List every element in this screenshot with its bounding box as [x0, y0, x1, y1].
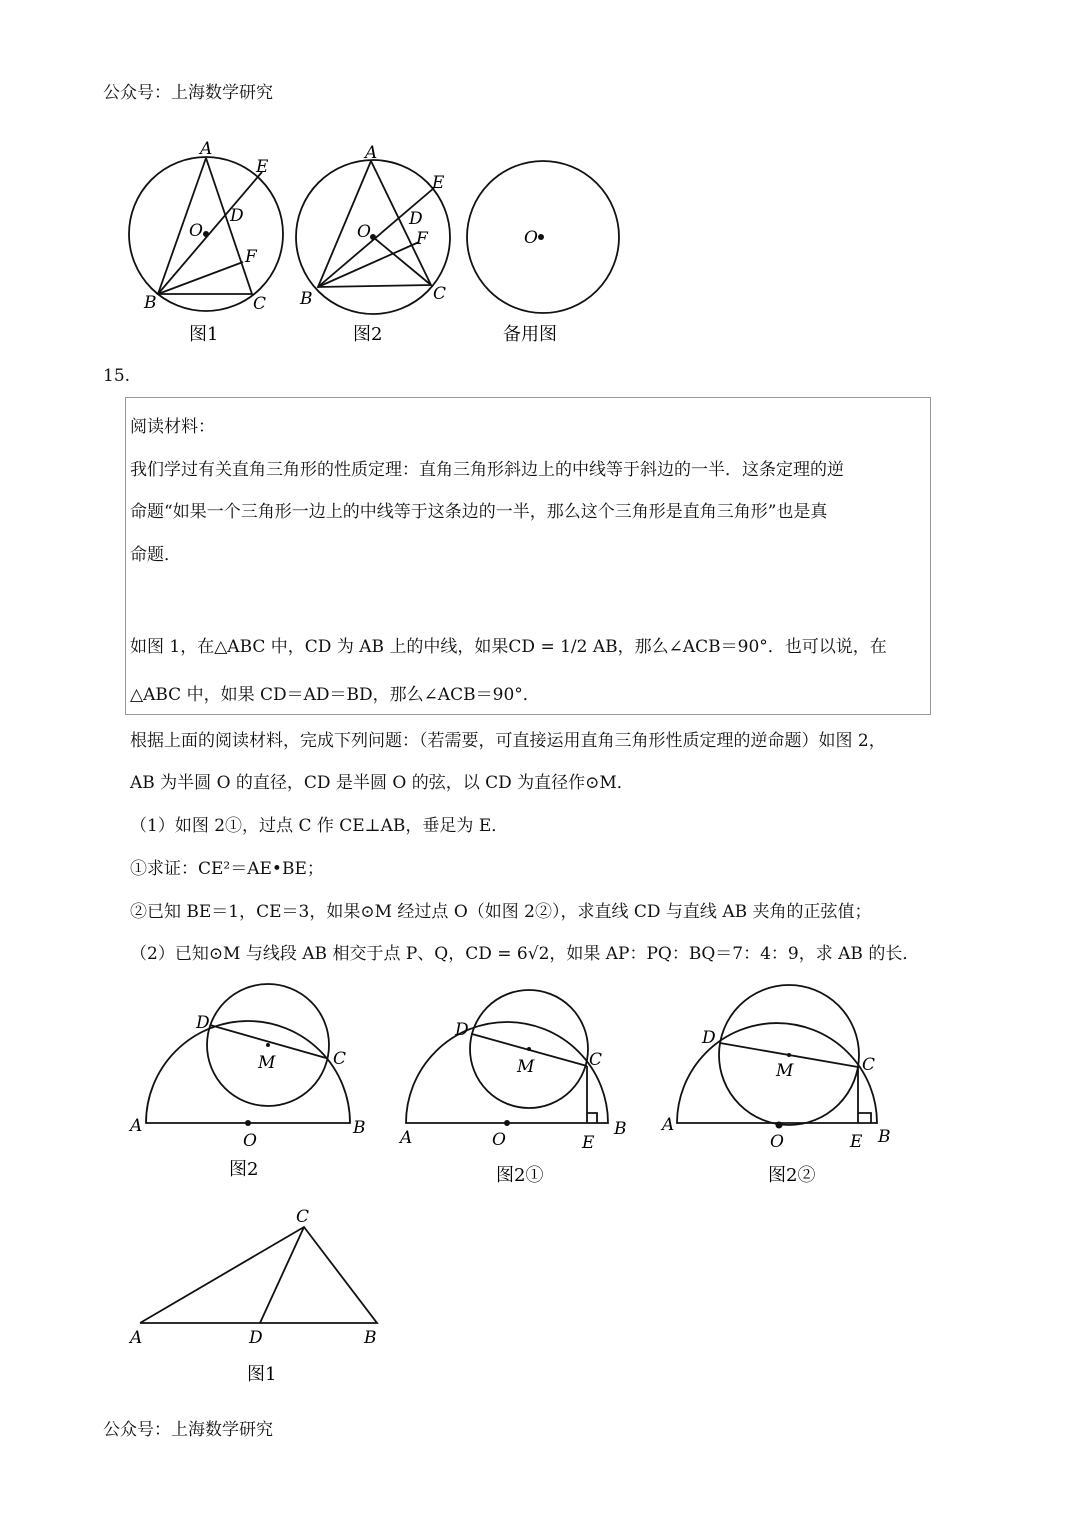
- fig2-label-A: A: [365, 143, 378, 163]
- f22-D: D: [702, 1028, 716, 1048]
- fig3-caption: 备用图: [503, 324, 557, 345]
- figure1-triangle: [140, 1227, 377, 1323]
- task-line1: 根据上面的阅读材料，完成下列问题：（若需要，可直接运用直角三角形性质定理的逆命题）如图 2，: [130, 731, 886, 751]
- task-line2: AB 为半圆 O 的直径，CD 是半圆 O 的弦，以 CD 为直径作⊙M．: [130, 773, 634, 793]
- reading-p2-line2: △ABC 中，如果 CD＝AD＝BD，那么∠ACB＝90°．: [130, 685, 540, 705]
- reading-title: 阅读材料：: [130, 417, 215, 437]
- f21-caption: 图2①: [496, 1165, 544, 1186]
- f2-caption: 图2: [229, 1159, 259, 1180]
- f2-B: B: [353, 1118, 366, 1138]
- fig1-label-D: D: [230, 206, 244, 226]
- page-header: 公众号：上海数学研究: [103, 83, 273, 103]
- top-figures: [0, 0, 1080, 360]
- fig3-label-O: O: [524, 228, 538, 248]
- f22-A: A: [662, 1115, 675, 1135]
- reading-p1-line2: 命题“如果一个三角形一边上的中线等于这条边的一半，那么这个三角形是直角三角形”也是真: [130, 502, 828, 522]
- fig1-label-F: F: [245, 247, 257, 267]
- f22-O: O: [770, 1132, 784, 1152]
- f21-M: M: [517, 1057, 535, 1077]
- fig1-caption: 图1: [189, 324, 219, 345]
- f2-A: A: [130, 1116, 143, 1136]
- f21-O: O: [492, 1130, 506, 1150]
- reading-p1-line1: 我们学过有关直角三角形的性质定理：直角三角形斜边上的中线等于斜边的一半．这条定理的逆: [130, 460, 844, 480]
- fig2-caption: 图2: [353, 324, 383, 345]
- f1-C: C: [296, 1207, 310, 1227]
- fig1-label-A: A: [200, 139, 213, 159]
- fig2-label-D: D: [409, 209, 423, 229]
- fig1-label-C: C: [253, 294, 267, 314]
- part2: （2）已知⊙M 与线段 AB 相交于点 P、Q，CD = 6√2，如果 AP：PQ：BQ＝7：4：9，求 AB 的长．: [130, 944, 920, 964]
- f1-A: A: [130, 1328, 143, 1348]
- figure2-1-semicircle: [406, 990, 608, 1123]
- f22-caption: 图2②: [768, 1165, 816, 1186]
- fig1-label-E: E: [256, 157, 269, 177]
- bottom-figures: [0, 980, 1080, 1400]
- figure2-semicircle: [146, 984, 350, 1123]
- fig1-label-B: B: [144, 293, 157, 313]
- f2-O: O: [243, 1131, 257, 1151]
- f2-M: M: [258, 1053, 276, 1073]
- f1-D: D: [249, 1328, 263, 1348]
- fig2-label-B: B: [300, 289, 313, 309]
- f21-E: E: [582, 1133, 595, 1153]
- part1-sub1: ①求证：CE²＝AE•BE；: [130, 859, 324, 879]
- f22-B: B: [878, 1127, 891, 1147]
- reading-material-box: [125, 397, 931, 715]
- f1-caption: 图1: [247, 1364, 277, 1385]
- part1-sub2: ②已知 BE＝1，CE＝3，如果⊙M 经过点 O（如图 2②），求直线 CD 与直线 AB 夹角的正弦值；: [130, 902, 872, 922]
- f22-E: E: [850, 1132, 863, 1152]
- f22-C: C: [862, 1055, 876, 1075]
- f21-C: C: [589, 1050, 603, 1070]
- fig2-label-C: C: [433, 284, 447, 304]
- fig1-label-O: O: [189, 221, 203, 241]
- reading-p2-line1: 如图 1，在△ABC 中，CD 为 AB 上的中线，如果CD = 1/2 AB，那么∠ACB＝90°．也可以说，在: [130, 637, 887, 657]
- f2-C: C: [333, 1049, 347, 1069]
- f21-B: B: [614, 1119, 627, 1139]
- figure2-2-semicircle: [677, 985, 877, 1125]
- question-number: 15.: [103, 366, 131, 386]
- fig2-label-O: O: [357, 222, 371, 242]
- f22-M: M: [776, 1061, 794, 1081]
- f2-D: D: [196, 1013, 210, 1033]
- fig2-label-E: E: [432, 173, 445, 193]
- fig2-label-F: F: [416, 229, 428, 249]
- page-footer: 公众号：上海数学研究: [103, 1420, 273, 1440]
- f1-B: B: [364, 1328, 377, 1348]
- part1: （1）如图 2①，过点 C 作 CE⊥AB，垂足为 E．: [130, 816, 509, 836]
- reading-p1-line3: 命题．: [130, 545, 181, 565]
- f21-D: D: [455, 1020, 469, 1040]
- f21-A: A: [400, 1128, 413, 1148]
